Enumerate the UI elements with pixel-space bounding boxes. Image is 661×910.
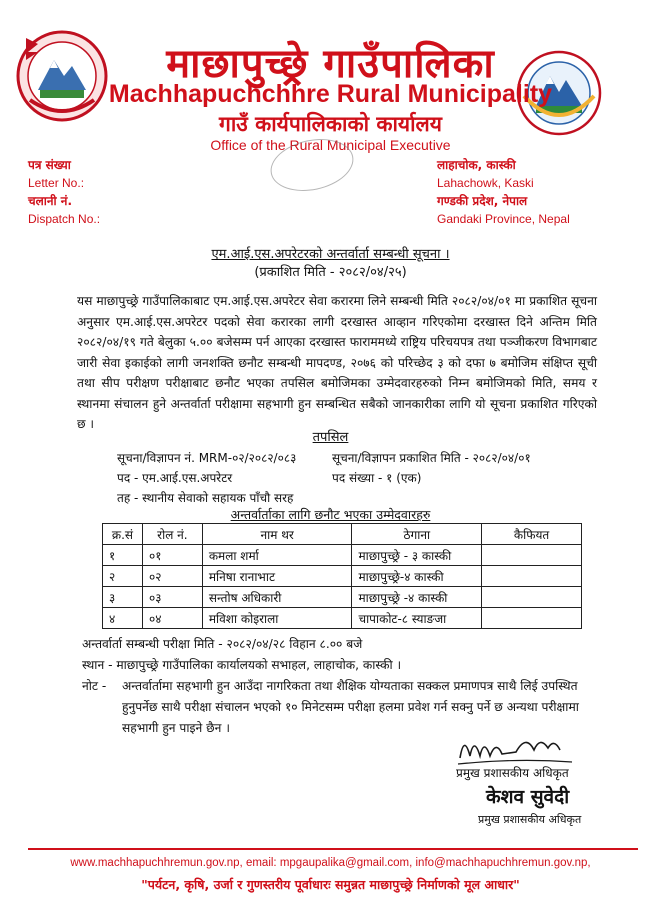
column-header: नाम थर: [202, 524, 352, 545]
letter-meta: [28, 156, 100, 228]
table-cell: ०४: [142, 608, 202, 629]
candidates-table: [102, 523, 582, 629]
letter-no-label-np: पत्र संख्या: [28, 158, 71, 172]
office-title-en: Office of the Rural Municipal Executive: [210, 137, 451, 153]
municipality-title-en: Machhapuchchhre Rural Municipality: [108, 80, 553, 108]
table-cell: चापाकोट-८ स्याङजा: [352, 608, 482, 629]
footer-slogan: "पर्यटन, कृषि, उर्जा र गुणस्तरीय पूर्वाधारः समुन्नत माछापुच्छ्रे निर्माणको मूल आधार": [141, 877, 520, 892]
column-header: कैफियत: [482, 524, 582, 545]
dispatch-no-label-en: Dispatch No.:: [28, 212, 101, 226]
table-row: [103, 587, 582, 608]
details-heading: तपसिल: [312, 430, 349, 445]
table-cell: सन्तोष अधिकारी: [202, 587, 352, 608]
table-cell: ४: [103, 608, 143, 629]
post-name: पद - एम.आई.एस.अपरेटर: [117, 471, 233, 485]
column-header: क्र.सं: [103, 524, 143, 545]
note-label: नोट -: [82, 679, 107, 693]
table-row: [103, 545, 582, 566]
table-cell: १: [103, 545, 143, 566]
municipality-title-np: माछापुच्छ्रे गाउँपालिका: [166, 41, 495, 87]
table-cell: माछापुच्छ्रे - ३ कास्की: [352, 545, 482, 566]
signer-name: केशव सुवेदी: [486, 786, 570, 808]
exam-date: अन्तर्वार्ता सम्बन्धी परीक्षा मिति - २०८२/०४/२८ विहान ८.०० बजे: [82, 637, 363, 651]
letter-no-label-en: Letter No.:: [28, 176, 85, 190]
address-en: Lahachowk, Kaski: [437, 176, 534, 190]
table-cell: कमला शर्मा: [202, 545, 352, 566]
notice-number: सूचना/विज्ञापन नं. MRM-०२/२०८२/०८३: [117, 451, 297, 465]
footer-divider: [28, 848, 638, 850]
table-cell: ०१: [142, 545, 202, 566]
signer-designation: प्रमुख प्रशासकीय अधिकृत: [456, 766, 569, 780]
table-row: [103, 566, 582, 587]
notice-details: [117, 448, 531, 508]
signer-designation-stamp: प्रमुख प्रशासकीय अधिकृत: [478, 813, 582, 826]
province-en: Gandaki Province, Nepal: [437, 212, 570, 226]
table-cell: मनिषा रानाभाट: [202, 566, 352, 587]
table-cell: [482, 587, 582, 608]
table-cell: ०२: [142, 566, 202, 587]
notice-body: यस माछापुच्छ्रे गाउँपालिकाबाट एम.आई.एस.अपरेटर सेवा करारमा लिने सम्बन्धी मिति २०८२/०४/०१ मा प्रकाशित सूचना अनुसार एम.आई.एस.अपरेटर पदको सेवा करारका लागी दरखास्त आव्हान गरिएकोमा दरखास्त दिने अन्तिम मिति २०८२/०४/१९ गते बेलुका ५.०० बजेसम्म पर्न आएका दरखास्त फाराममध्ये राष्ट्रिय परिचयपत्र तथा पञ्जीकरण विभागबाट जारी सेवा इकाईको लागी जनशक्ति छनौट सम्बन्धी मापदण्ड, २०७६ को परिच्छेद ३ को दफा ७ बमोजिम संक्षिप्त सूची तथा सीप परीक्षण परीक्षाबाट छनौट भएका तपसिल बमोजिमका उम्मेदवारहरुको निम्न बमोजिमको मिति, समय र स्थानमा संचालन हुने अन्तर्वार्ता परीक्षामा सहभागी हुन सम्बन्धित सबैको जानकारीका लागि यो सूचना प्रकाशित गरिएको छ ।: [77, 294, 597, 431]
footer-contact: www.machhapuchhremun.gov.np, email: mpgaupalika@gmail.com, info@machhapuchhremun.gov.np,: [70, 857, 591, 869]
province-np: गण्डकी प्रदेश, नेपाल: [437, 194, 528, 208]
address-meta: [437, 156, 570, 228]
table-cell: मविशा कोइराला: [202, 608, 352, 629]
notice-published-date: (प्रकाशित मिति - २०८२/०४/२५): [254, 265, 407, 280]
post-level: तह - स्थानीय सेवाको सहायक पाँचौ सरह: [117, 491, 294, 505]
note-text: अन्तर्वार्तामा सहभागी हुन आउँदा नागरिकता तथा शैक्षिक योग्यताका सक्कल प्रमाणपत्र साथै लिई उपस्थित हुनुपर्नेछ साथै परीक्षा संचालन भएको १० मिनेटसम्म परीक्षा हलमा प्रवेश गर्न सक्नु पर्ने छ अन्यथा परीक्षामा सहभागी हुन पाइने छैन ।: [122, 679, 579, 735]
notice-title: एम.आई.एस.अपरेटरको अन्तर्वार्ता सम्बन्धी सूचना ।: [211, 247, 450, 262]
table-cell: [482, 608, 582, 629]
exam-venue: स्थान - माछापुच्छ्रे गाउँपालिका कार्यालयको सभाहल, लाहाचोक, कास्की ।: [82, 658, 402, 672]
candidates-title: अन्तर्वार्ताका लागि छनौट भएका उम्मेदवारहरु: [230, 507, 431, 522]
dispatch-no-label-np: चलानी नं.: [28, 194, 73, 208]
table-cell: माछापुच्छ्रे -४ कास्की: [352, 587, 482, 608]
signature-scribble: [456, 728, 576, 768]
exam-info: [82, 634, 612, 739]
office-title-np: गाउँ कार्यपालिकाको कार्यालय: [219, 112, 442, 136]
table-cell: [482, 566, 582, 587]
column-header: रोल नं.: [142, 524, 202, 545]
table-header-row: [103, 524, 582, 545]
table-cell: ३: [103, 587, 143, 608]
post-count: पद संख्या - १ (एक): [332, 471, 422, 485]
column-header: ठेगाना: [352, 524, 482, 545]
table-cell: ०३: [142, 587, 202, 608]
notice-ad-date: सूचना/विज्ञापन प्रकाशित मिति - २०८२/०४/०१: [332, 451, 531, 465]
table-row: [103, 608, 582, 629]
address-np: लाहाचोक, कास्की: [437, 158, 516, 172]
table-cell: माछापुच्छ्रे-४ कास्की: [352, 566, 482, 587]
table-cell: २: [103, 566, 143, 587]
table-cell: [482, 545, 582, 566]
